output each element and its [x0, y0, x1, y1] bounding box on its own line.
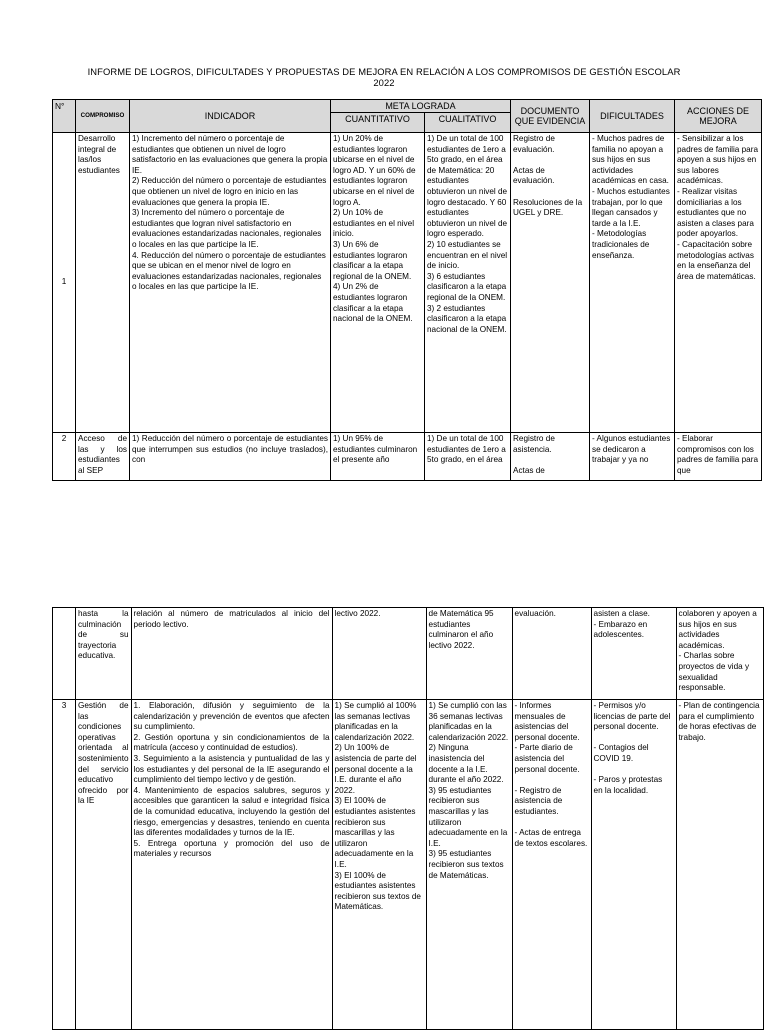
cell-line: - Algunos estudiantes se dedicaron a trabajar y ya no: [592, 434, 671, 465]
header-num: N°: [53, 100, 76, 133]
cell-line: 3) Un 6% de estudiantes lograron clasificar a la etapa regional de la ONEM.: [333, 239, 412, 281]
header-acciones: ACCIONES DE MEJORA: [675, 100, 762, 133]
cell-line: - Elaborar compromisos con los padres de familia para que: [677, 434, 759, 475]
cell-line: - Parte diario de asistencia del personal docente.: [514, 743, 580, 774]
cell-line: de Matemática 95 estudiantes culminaron el año lectivo 2022.: [428, 609, 494, 650]
cell-line: evaluación.: [514, 609, 556, 618]
cell-line: - Permisos y/o licencias de parte del personal docente.: [593, 701, 671, 732]
cell-line: - Actas de entrega de textos escolares.: [514, 828, 588, 848]
cell-line: Resoluciones de la UGEL y DRE.: [513, 197, 583, 218]
title-line-2: 2022: [373, 77, 395, 88]
cell-line: 2) Ninguna inasistencia del docente a la I.E. durante el año 2022.: [428, 743, 504, 785]
cell-line: 1) Incremento del número o porcentaje de estudiantes que obtienen un nivel de logro satisfactorio en las evaluaciones que genera la propia IE.: [132, 134, 328, 175]
cell-line: colaboren y apoyen a sus hijos en sus actividades académicas.: [678, 609, 757, 650]
row-indicador: [131, 700, 332, 1030]
row-num: [53, 608, 76, 700]
cell-line: Registro de asistencia.: [513, 434, 555, 454]
row-acciones: [675, 133, 762, 433]
cell-line: [515, 818, 589, 829]
row-cuantitativo: [332, 608, 426, 700]
row-cuantitativo: [332, 700, 426, 1030]
row-cualitativo: [426, 608, 512, 700]
cell-line: 2. Gestión oportuna y sin condicionamientos de la matrícula (acceso y continuidad de estudios).: [133, 732, 330, 753]
row-indicador: [130, 133, 331, 433]
cell-line: 1) Reducción del número o porcentaje de estudiantes que interrumpen sus estudios (no incluye traslados), con: [132, 434, 328, 465]
cell-line: relación al número de matriculados al inicio del periodo lectivo.: [133, 609, 330, 629]
cell-line: - Muchos padres de familia no apoyan a sus hijos en sus actividades académicas en casa.: [592, 134, 669, 186]
cell-line: 3) El 100% de estudiantes asistentes recibieron sus mascarillas y las utilizaron adecuadamente en la I.E.: [334, 796, 416, 869]
row-compromiso: Gestión de las condiciones operativas orientada al sostenimiento del servicio educativo ofrecido por la IE: [76, 700, 132, 1030]
cell-line: - Realizar visitas domiciliarias a los estudiantes que no asisten a clases para poder apoyarlos.: [677, 186, 754, 239]
cell-line: 3) El 100% de estudiantes asistentes recibieron sus textos de Matemáticas.: [334, 870, 421, 912]
row-acciones: [675, 433, 762, 481]
cell-line: 1. Elaboración, difusión y seguimiento de la calendarización y prevención de eventos que afecten su cumplimiento.: [133, 701, 330, 732]
cell-line: [594, 765, 674, 776]
table-row: [53, 133, 762, 433]
cell-line: - Charlas sobre proyectos de vida y sexualidad responsable.: [678, 651, 750, 693]
row-num: 3: [53, 700, 76, 1030]
cell-line: - Muchos estudiantes trabajan, por lo que llegan cansados y tarde a la I.E.: [592, 186, 670, 228]
cell-line: [513, 155, 587, 166]
cell-line: asisten a clase.: [593, 609, 650, 618]
cell-line: 4. Reducción del número o porcentaje de estudiantes que se ubican en el menor nivel de logro en evaluaciones estandarizadas nacionales, regionales o locales en las que participe la IE.: [132, 250, 326, 292]
cell-line: Actas de evaluación.: [513, 165, 555, 186]
row-cuantitativo: [331, 133, 425, 433]
row-documento: [512, 700, 591, 1030]
cell-line: 3) 6 estudiantes clasificaron a la etapa regional de la ONEM.: [427, 271, 507, 302]
row-compromiso: Acceso de las y los estudiantes al SEP: [76, 433, 130, 481]
commitments-table: [52, 99, 762, 481]
header-meta: META LOGRADA: [331, 100, 511, 113]
row-cualitativo: [425, 433, 511, 481]
cell-line: - Metodologías tradicionales de enseñanza.: [592, 229, 650, 260]
header-documento: DOCUMENTO QUE EVIDENCIA: [511, 100, 590, 133]
cell-line: 3) 2 estudiantes clasificaron a la etapa nacional de la ONEM.: [427, 303, 507, 334]
cell-line: 1) Un 95% de estudiantes culminaron el presente año: [333, 434, 418, 465]
table-row: [53, 608, 764, 700]
row-indicador: [130, 433, 331, 481]
cell-line: 4) Un 2% de estudiantes lograron clasificar a la etapa nacional de la ONEM.: [333, 282, 413, 324]
row-compromiso: hasta la culminación de su trayectoria educativa.: [76, 608, 132, 700]
commitments-table-continued: [52, 607, 764, 1030]
cell-line: - Contagios del COVID 19.: [593, 743, 649, 763]
cell-line: 4. Mantenimiento de espacios salubres, seguros y accesibles que garanticen la salud e integridad física de la comunidad educativa, incluyendo la gestión del riesgo, emergencias y desastres, teniendo en cuenta las diferentes modalidades y turnos de la IE.: [133, 785, 330, 838]
header-cualitativo: CUALITATIVO: [425, 113, 511, 133]
row-cualitativo: [426, 700, 512, 1030]
cell-line: 5. Entrega oportuna y promoción del uso de materiales y recursos: [133, 838, 330, 859]
row-dificultades: [590, 433, 675, 481]
row-acciones: [676, 608, 763, 700]
cell-line: - Embarazo en adolescentes.: [593, 619, 648, 640]
row-num: 2: [53, 433, 76, 481]
cell-line: Actas de: [513, 465, 545, 475]
cell-line: 1) Se cumplió al 100% las semanas lectivas planificadas en la calendarización 2022.: [334, 701, 417, 742]
header-indicador: INDICADOR: [130, 100, 331, 133]
table-row: [53, 433, 762, 481]
cell-line: - Paros y protestas en la localidad.: [593, 775, 663, 795]
cell-line: [515, 775, 589, 786]
row-compromiso: Desarrollo integral de las/los estudiantes: [76, 133, 130, 433]
table-row: [53, 700, 764, 1030]
row-num: 1: [53, 133, 76, 433]
cell-line: 1) De un total de 100 estudiantes de 1ero a 5to grado, en el área: [427, 434, 506, 465]
cell-line: 3. Seguimiento a la asistencia y puntualidad de las y los estudiantes y del personal de la IE asegurando el cumplimiento del tiempo lectivo y de gestión.: [133, 753, 330, 785]
title-line-1: INFORME DE LOGROS, DIFICULTADES Y PROPUESTAS DE MEJORA EN RELACIÓN A LOS COMPROMISOS DE GESTIÓN ESCOLAR: [87, 66, 681, 77]
header-dificultades: DIFICULTADES: [590, 100, 675, 133]
cell-line: 2) Reducción del número o porcentaje de estudiantes que obtienen un nivel de logro en inicio en las evaluaciones que genera la propia IE.: [132, 176, 327, 207]
row-documento: [511, 433, 590, 481]
cell-line: 3) Incremento del número o porcentaje de estudiantes que logran nivel satisfactorio en evaluaciones estandarizadas nacionales, regionales o locales en las que participe la IE.: [132, 208, 322, 249]
row-dificultades: [590, 133, 675, 433]
row-cualitativo: [425, 133, 511, 433]
row-dificultades: [591, 700, 676, 1030]
cell-line: - Sensibilizar a los padres de familia para apoyen a sus hijos en sus labores académicas.: [677, 134, 759, 186]
row-documento: [511, 133, 590, 433]
row-acciones: [676, 700, 763, 1030]
cell-line: - Plan de contingencia para el cumplimiento de horas efectivas de trabajo.: [678, 701, 760, 742]
cell-line: [513, 187, 587, 198]
cell-line: 3) 95 estudiantes recibieron sus textos de Matemáticas.: [428, 849, 504, 880]
document-title: [0, 66, 768, 88]
cell-line: - Informes mensuales de asistencias del personal docente.: [514, 701, 580, 742]
cell-line: Registro de evaluación.: [513, 134, 555, 154]
cell-line: 1) Se cumplió con las 36 semanas lectivas planificadas en la calendarización 2022.: [428, 701, 509, 742]
row-cuantitativo: [331, 433, 425, 481]
cell-line: 2) Un 100% de asistencia de parte del personal docente a la I.E. durante el año 2022.: [334, 743, 417, 795]
cell-line: - Capacitación sobre metodologías activas en la enseñanza del área de matemáticas.: [677, 239, 756, 281]
cell-line: lectivo 2022.: [334, 609, 381, 618]
cell-line: 3) 95 estudiantes recibieron sus mascarillas y las utilizaron adecuadamente en la I.E.: [428, 785, 508, 848]
cell-line: 1) De un total de 100 estudiantes de 1ero a 5to grado, en el área de Matemática: 20 estudiantes obtuvieron un nivel de logro destacado. Y 60 estudiantes obtuvieron un nivel de logro esperado.: [427, 134, 508, 239]
cell-line: 1) Un 20% de estudiantes lograron ubicarse en el nivel de logro AD. Y un 60% de estudiantes lograron ubicarse en el nivel de logro A.: [333, 134, 416, 207]
row-dificultades: [591, 608, 676, 700]
row-documento: [512, 608, 591, 700]
header-compromiso: COMPROMISO: [76, 100, 130, 133]
cell-line: 2) 10 estudiantes se encuentran en el nivel de inicio.: [427, 239, 508, 271]
cell-line: [594, 733, 674, 744]
row-indicador: [131, 608, 332, 700]
cell-line: 2) Un 10% de estudiantes en el nivel inicio.: [333, 208, 415, 239]
cell-line: [513, 455, 587, 466]
cell-line: - Registro de asistencia de estudiantes.: [514, 785, 563, 816]
header-cuantitativo: CUANTITATIVO: [331, 113, 425, 133]
